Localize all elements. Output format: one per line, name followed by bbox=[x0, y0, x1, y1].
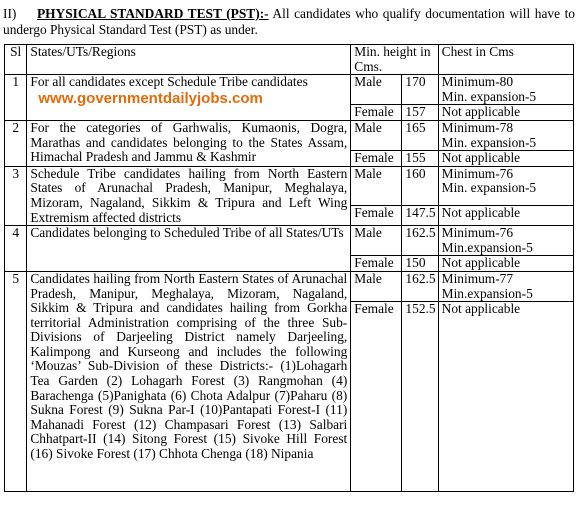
row-sl: 4 bbox=[5, 226, 27, 272]
male-label: Male bbox=[351, 166, 402, 205]
male-chest-expansion: Min. expansion-5 bbox=[441, 88, 537, 104]
row-region-text: For all candidates except Schedule Tribe candidates bbox=[30, 74, 308, 90]
male-height: 170 bbox=[402, 75, 438, 105]
female-chest: Not applicable bbox=[438, 302, 573, 492]
female-label: Female bbox=[351, 151, 402, 167]
table-row bbox=[5, 271, 574, 301]
table-row bbox=[5, 226, 574, 256]
male-height: 165 bbox=[402, 120, 438, 150]
row-sl: 2 bbox=[5, 120, 27, 166]
female-chest: Not applicable bbox=[438, 256, 573, 272]
row-region: Candidates belonging to Scheduled Tribe of all States/UTs bbox=[27, 226, 351, 272]
male-chest-min: Minimum-80 bbox=[441, 74, 514, 90]
pst-table bbox=[4, 44, 574, 492]
row-sl: 1 bbox=[5, 75, 27, 121]
table-row bbox=[5, 120, 574, 150]
table-row bbox=[5, 166, 574, 205]
male-height: 162.5 bbox=[402, 271, 438, 301]
male-chest-expansion: Min. expansion-5 bbox=[441, 134, 537, 150]
male-chest-expansion: Min.expansion-5 bbox=[441, 285, 533, 301]
table-header-row bbox=[5, 45, 574, 75]
male-chest-min: Minimum-78 bbox=[441, 119, 514, 135]
female-height: 147.5 bbox=[402, 205, 438, 225]
male-chest-min: Minimum-76 bbox=[441, 225, 514, 241]
male-chest bbox=[438, 120, 573, 150]
male-chest bbox=[438, 271, 573, 301]
female-label: Female bbox=[351, 256, 402, 272]
female-height: 150 bbox=[402, 256, 438, 272]
male-chest-expansion: Min. expansion-5 bbox=[441, 180, 537, 196]
row-region: Schedule Tribe candidates hailing from North Eastern States of Arunachal Pradesh, Manipur, Meghalaya, Mizoram, Nagaland, Sikkim & Tripura and Left Wing Extremism affected districts bbox=[27, 166, 351, 225]
intro-paragraph bbox=[3, 6, 575, 38]
row-sl: 5 bbox=[5, 271, 27, 491]
table-row bbox=[5, 75, 574, 105]
male-chest-min: Minimum-76 bbox=[441, 165, 514, 181]
row-region: For the categories of Garhwalis, Kumaonis, Dogra, Marathas and candidates belonging to the States Assam, Himachal Pradesh and Jammu & Kashmir bbox=[27, 120, 351, 166]
female-height: 157 bbox=[402, 105, 438, 121]
intro-text: All candidates who qualify documentation will have to undergo Physical Standard Test (PST) as under. bbox=[3, 6, 575, 37]
header-height: Min. height in Cms. bbox=[351, 45, 438, 75]
male-chest bbox=[438, 166, 573, 205]
male-label: Male bbox=[351, 120, 402, 150]
female-label: Female bbox=[351, 302, 402, 492]
header-chest: Chest in Cms bbox=[438, 45, 573, 75]
female-label: Female bbox=[351, 205, 402, 225]
male-height: 160 bbox=[402, 166, 438, 205]
male-label: Male bbox=[351, 271, 402, 301]
female-chest: Not applicable bbox=[438, 151, 573, 167]
section-number: II) bbox=[3, 6, 17, 21]
header-region: States/UTs/Regions bbox=[27, 45, 351, 75]
female-chest: Not applicable bbox=[438, 105, 573, 121]
row-sl: 3 bbox=[5, 166, 27, 225]
female-height: 152.5 bbox=[402, 302, 438, 492]
male-chest-min: Minimum-77 bbox=[441, 270, 514, 286]
female-label: Female bbox=[351, 105, 402, 121]
header-sl: Sl bbox=[5, 45, 27, 75]
section-heading: PHYSICAL STANDARD TEST (PST):- bbox=[36, 6, 269, 21]
male-height: 162.5 bbox=[402, 226, 438, 256]
male-chest bbox=[438, 226, 573, 256]
row-region bbox=[27, 75, 351, 121]
male-label: Male bbox=[351, 226, 402, 256]
male-label: Male bbox=[351, 75, 402, 105]
female-height: 155 bbox=[402, 151, 438, 167]
male-chest-expansion: Min.expansion-5 bbox=[441, 239, 533, 255]
watermark-text: www.governmentdailyjobs.com bbox=[38, 89, 263, 107]
female-chest: Not applicable bbox=[438, 205, 573, 225]
male-chest bbox=[438, 75, 573, 105]
row-region: Candidates hailing from North Eastern States of Arunachal Pradesh, Manipur, Meghalaya, Mizoram, Nagaland, Sikkim & Tripura and candidates hailing from Gorkha territorial Administration comprising of the three Sub-Divisions of Darjeeling District namely Darjeeling, Kalimpong and Kurseong and includes the following ‘Mouzas’ Sub-Division of these Districts:- (1)Lohagarh Tea Garden (2) Lohagarh Forest (3) Rangmohan (4) Barachenga (5)Panighata (6) Chota Adalpur (7)Paharu (8) Sukna Forest (9) Sukna Par-I (10)Pantapati Forest-I (11) Mahanadi Forest (12) Champasari Forest (13) Salbari Chhatpart-II (14) Sitong Forest (15) Sivoke Hill Forest (16) Sivoke Forest (17) Chhota Chenga (18) Nipania bbox=[27, 271, 351, 491]
